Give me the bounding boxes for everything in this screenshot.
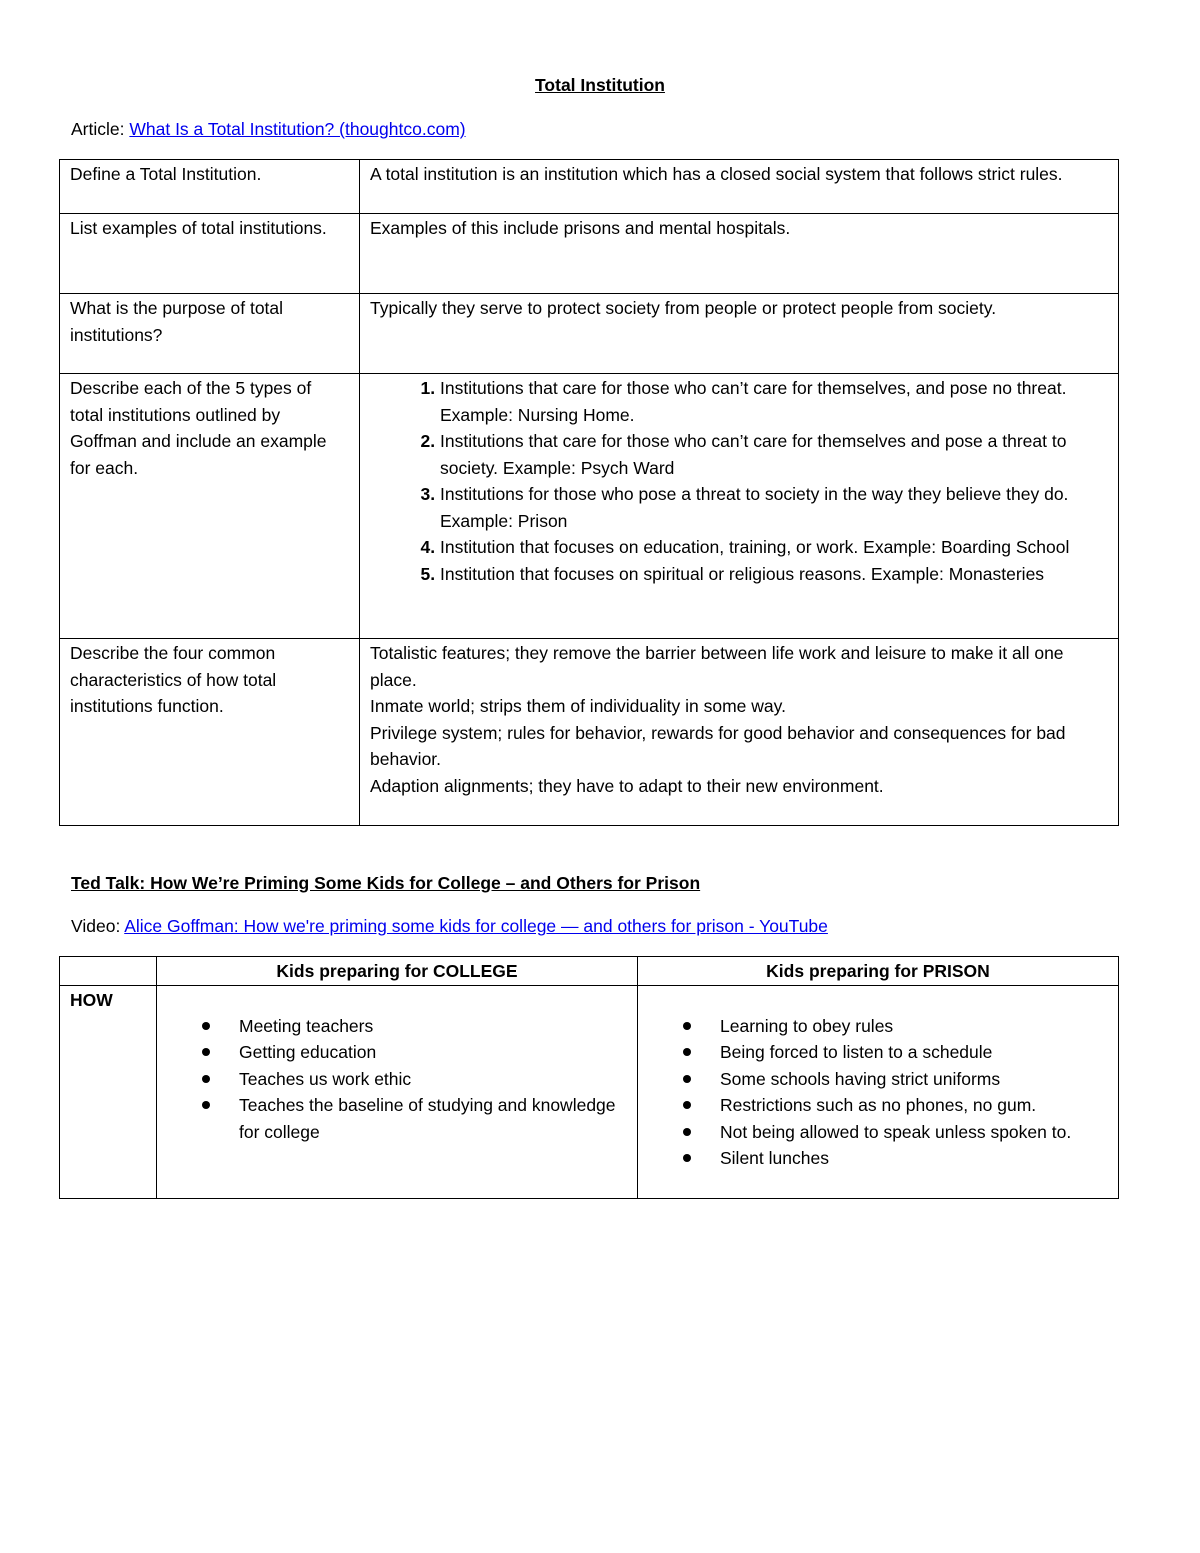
table-header-row <box>60 957 1119 986</box>
college-header: Kids preparing for COLLEGE <box>157 957 638 986</box>
ted-talk-heading: Ted Talk: How We’re Priming Some Kids for College – and Others for Prison <box>71 873 701 893</box>
article-line <box>71 116 466 143</box>
ted-talk-table <box>59 956 1119 1199</box>
question-cell: Describe the four common characteristics of how total institutions function. <box>60 639 360 826</box>
college-cell <box>157 985 638 1198</box>
list-item: 1. Institutions that care for those who can’t care for themselves, and pose no threat. Example: Nursing Home. <box>440 375 1108 428</box>
article-questions-table <box>59 159 1119 826</box>
question-cell: What is the purpose of total institutions? <box>60 294 360 374</box>
list-item-text: Being forced to listen to a schedule <box>720 1042 993 1062</box>
prison-cell <box>638 985 1119 1198</box>
table-row <box>60 374 1119 639</box>
table-row <box>60 214 1119 294</box>
list-item-text: Teaches the baseline of studying and knowledge for college <box>239 1095 616 1142</box>
list-item <box>239 1013 627 1040</box>
answer-cell <box>360 374 1119 639</box>
bullet-icon <box>683 1128 691 1136</box>
bullet-icon <box>202 1022 210 1030</box>
list-item <box>720 1092 1108 1119</box>
question-cell: Define a Total Institution. <box>60 160 360 214</box>
table-row <box>60 639 1119 826</box>
empty-header-cell <box>60 957 157 986</box>
list-item: 3. Institutions for those who pose a threat to society in the way they believe they do. Example: Prison <box>440 481 1108 534</box>
table-row <box>60 985 1119 1198</box>
list-item-text: Meeting teachers <box>239 1015 374 1036</box>
bullet-icon <box>683 1075 691 1083</box>
list-item <box>239 1066 627 1093</box>
list-item <box>720 1066 1108 1093</box>
prison-list <box>648 1013 1108 1172</box>
list-item <box>720 1145 1108 1172</box>
list-item <box>720 1013 1108 1040</box>
list-item-text: Some schools having strict uniforms <box>720 1068 1001 1089</box>
answer-line: Privilege system; rules for behavior, rewards for good behavior and consequences for bad behavior. <box>370 722 1066 769</box>
bullet-icon <box>202 1101 210 1109</box>
bullet-icon <box>683 1022 691 1030</box>
document-title: Total Institution <box>535 75 665 95</box>
list-item-text: Not being allowed to speak unless spoken to. <box>720 1121 1072 1142</box>
list-item: 5. Institution that focuses on spiritual or religious reasons. Example: Monasteries <box>440 561 1108 588</box>
answer-line: Adaption alignments; they have to adapt to their new environment. <box>370 775 884 796</box>
institution-types-list <box>370 375 1108 587</box>
answer-cell: Typically they serve to protect society from people or protect people from society. <box>360 294 1119 374</box>
article-link[interactable]: What Is a Total Institution? (thoughtco.com) <box>129 119 466 139</box>
video-link[interactable]: Alice Goffman: How we're priming some kids for college — and others for prison - YouTube <box>124 916 828 936</box>
table-row <box>60 160 1119 214</box>
bullet-icon <box>202 1048 210 1056</box>
bullet-icon <box>683 1048 691 1056</box>
list-item-text: Restrictions such as no phones, no gum. <box>720 1095 1037 1115</box>
college-list <box>167 1013 627 1146</box>
list-item-text: Getting education <box>239 1042 377 1062</box>
bullet-icon <box>683 1101 691 1109</box>
answer-cell: A total institution is an institution which has a closed social system that follows strict rules. <box>360 160 1119 214</box>
list-item-text: Teaches us work ethic <box>239 1068 412 1089</box>
answer-cell: Examples of this include prisons and mental hospitals. <box>360 214 1119 294</box>
video-label: Video: <box>71 916 121 936</box>
question-cell: Describe each of the 5 types of total institutions outlined by Goffman and include an example for each. <box>60 374 360 639</box>
bullet-icon <box>202 1075 210 1083</box>
list-item: 2. Institutions that care for those who can’t care for themselves and pose a threat to society. Example: Psych Ward <box>440 428 1108 481</box>
bullet-icon <box>683 1154 691 1162</box>
list-item <box>720 1039 1108 1066</box>
question-cell: List examples of total institutions. <box>60 214 360 294</box>
table-row <box>60 294 1119 374</box>
answer-line: Totalistic features; they remove the barrier between life work and leisure to make it all one place. <box>370 643 1064 690</box>
list-item-text: Silent lunches <box>720 1148 829 1168</box>
prison-header: Kids preparing for PRISON <box>638 957 1119 986</box>
article-label: Article: <box>71 119 125 139</box>
list-item <box>720 1119 1108 1146</box>
list-item <box>239 1092 627 1145</box>
answer-line: Inmate world; strips them of individuality in some way. <box>370 696 786 716</box>
list-item-text: Learning to obey rules <box>720 1015 894 1036</box>
list-item <box>239 1039 627 1066</box>
video-line <box>71 913 828 940</box>
list-item: 4. Institution that focuses on education, training, or work. Example: Boarding School <box>440 534 1108 561</box>
how-label: HOW <box>60 985 157 1198</box>
answer-cell <box>360 639 1119 826</box>
